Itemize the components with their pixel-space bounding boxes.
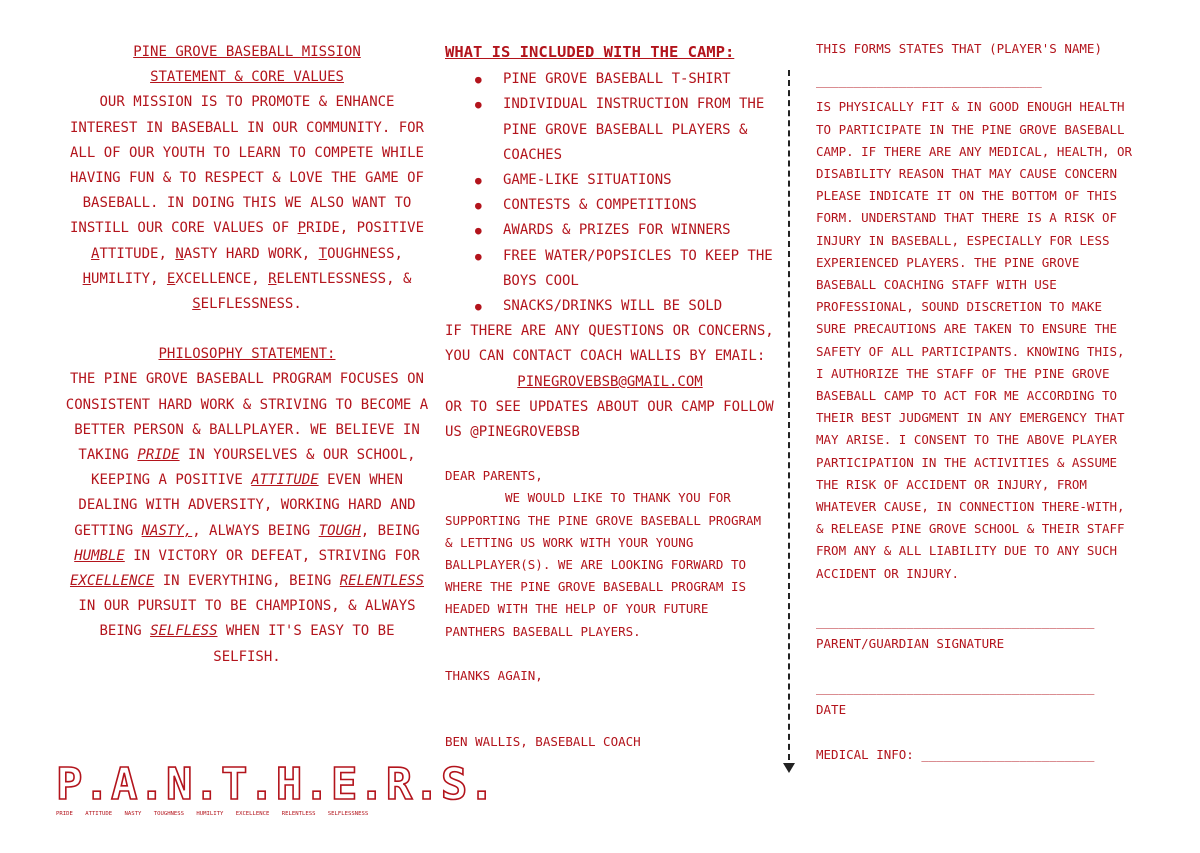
contact-text: IF THERE ARE ANY QUESTIONS OR CONCERNS, YOU CAN CONTACT COACH WALLIS BY EMAIL: bbox=[445, 323, 774, 365]
parent-letter bbox=[445, 465, 775, 753]
value-word: EXCELLENCE bbox=[69, 573, 155, 590]
signature-field[interactable]: _____________________________________ bbox=[816, 613, 1095, 629]
list-item: ● INDIVIDUAL INSTRUCTION FROM THE PINE GROVE BASEBALL PLAYERS & COACHES bbox=[445, 92, 775, 168]
mission-title-line1: PINE GROVE BASEBALL MISSION bbox=[133, 44, 361, 60]
mission-title-line2: STATEMENT & CORE VALUES bbox=[150, 69, 344, 86]
letter-closing: THANKS AGAIN, bbox=[445, 667, 543, 683]
letter-body: WE WOULD LIKE TO THANK YOU FOR SUPPORTING THE PINE GROVE BASEBALL PROGRAM & LETTING US WORK WITH YOUR YOUNG BALLPLAYER(S). WE ARE LOOKING FORWARD TO WHERE THE PINE GROVE BASEBALL PROGRAM IS HEADED WITH THE HELP OF YOUR FUTURE PANTHERS BASEBALL PLAYERS. bbox=[445, 490, 762, 639]
core-value: HUMILITY, bbox=[82, 270, 167, 287]
mission-body bbox=[62, 90, 432, 317]
logo-values-caption: PRIDE ATTITUDE NASTY TOUGHNESS HUMILITY EXCELLENCE RELENTLESS SELFLESSNESS bbox=[56, 811, 369, 817]
core-value: ATTITUDE, bbox=[91, 245, 176, 262]
value-word: RELENTLESS bbox=[339, 573, 425, 590]
list-item: ● GAME-LIKE SITUATIONS bbox=[445, 168, 775, 193]
core-value: NASTY HARD WORK, bbox=[175, 245, 319, 262]
letter-greeting: DEAR PARENTS, bbox=[445, 468, 543, 484]
form-body: IS PHYSICALLY FIT & IN GOOD ENOUGH HEALTH TO PARTICIPATE IN THE PINE GROVE BASEBALL CAMP. IF THERE ARE ANY MEDICAL, HEALTH, OR DISABILITY REASON THAT MAY CAUSE CONCERN PLEASE INDICATE IT ON THE BOTTOM OF THIS FORM. UNDERSTAND THAT THERE IS A RISK OF INJURY IN BASEBALL, ESPECIALLY FOR LESS EXPERIENCED PLAYERS. THE PINE GROVE BASEBALL COACHING STAFF WITH USE PROFESSIONAL, SOUND DISCRETION TO MAKE SURE PRECAUTIONS ARE TAKEN TO ENSURE THE SAFETY OF ALL PARTICIPANTS. KNOWING THIS, I AUTHORIZE THE STAFF OF THE PINE GROVE BASEBALL CAMP TO ACT FOR ME ACCORDING TO THEIR BEST JUDGMENT IN ANY EMERGENCY THAT MAY ARISE. I CONSENT TO THE ABOVE PLAYER PARTICIPATION IN THE ACTIVITIES & ASSUME THE RISK OF ACCIDENT OR INJURY, FROM WHATEVER CAUSE, IN CONNECTION THERE-WITH, & RELEASE PINE GROVE SCHOOL & THEIR STAFF FROM ANY & ALL LIABILITY DUE TO ANY SUCH ACCIDENT OR INJURY. bbox=[816, 99, 1133, 581]
camp-title: WHAT IS INCLUDED WITH THE CAMP: bbox=[445, 43, 735, 61]
core-value: RELENTLESSNESS, & bbox=[268, 270, 412, 287]
list-item: ● PINE GROVE BASEBALL T-SHIRT bbox=[445, 67, 775, 92]
medical-info-row bbox=[816, 744, 1136, 766]
mission-column bbox=[62, 40, 432, 670]
camp-items-list bbox=[445, 67, 775, 319]
tear-line-divider bbox=[788, 70, 790, 770]
contact-email-link[interactable]: PINEGROVEBSB@GMAIL.COM bbox=[517, 373, 703, 390]
value-word: ATTITUDE bbox=[251, 472, 319, 489]
philosophy-title: PHILOSOPHY STATEMENT: bbox=[158, 346, 336, 363]
mission-body-text: OUR MISSION IS TO PROMOTE & ENHANCE INTEREST IN BASEBALL IN OUR COMMUNITY. FOR ALL OF OUR YOUTH TO LEARN TO COMPETE WHILE HAVING FUN & TO RESPECT & LOVE THE GAME OF BASEBALL. IN DOING THIS WE ALSO WANT TO INSTILL OUR CORE VALUES OF bbox=[69, 94, 424, 237]
core-value: SELFLESSNESS. bbox=[192, 296, 302, 313]
medical-info-field[interactable]: _______________________ bbox=[921, 746, 1095, 762]
consent-form bbox=[816, 38, 1136, 766]
date-field[interactable]: _____________________________________ bbox=[816, 680, 1095, 696]
list-item: ● SNACKS/DRINKS WILL BE SOLD bbox=[445, 294, 775, 319]
value-word: PRIDE bbox=[137, 447, 180, 464]
value-word: HUMBLE bbox=[74, 547, 125, 564]
core-value: TOUGHNESS, bbox=[318, 245, 403, 262]
medical-info-label: MEDICAL INFO: bbox=[816, 746, 922, 762]
panthers-logo bbox=[56, 759, 496, 818]
list-item: ● AWARDS & PRIZES FOR WINNERS bbox=[445, 218, 775, 243]
form-intro: THIS FORMS STATES THAT (PLAYER'S NAME) bbox=[816, 41, 1102, 56]
core-value-initial: P bbox=[297, 220, 306, 237]
core-value: EXCELLENCE, bbox=[166, 270, 269, 287]
down-arrow-icon bbox=[783, 763, 795, 773]
value-word: SELFLESS bbox=[150, 623, 218, 640]
letter-signature: BEN WALLIS, BASEBALL COACH bbox=[445, 734, 641, 750]
core-value: POSITIVE bbox=[356, 220, 425, 237]
value-word: TOUGH bbox=[318, 522, 361, 539]
value-word: NASTY, bbox=[141, 522, 193, 539]
signature-label: PARENT/GUARDIAN SIGNATURE bbox=[816, 636, 1005, 652]
core-value: PRIDE, bbox=[297, 220, 357, 237]
date-label: DATE bbox=[816, 702, 847, 718]
philosophy-body: THE PINE GROVE BASEBALL PROGRAM FOCUSES ON CONSISTENT HARD WORK & STRIVING TO BECOME A BETTER PERSON & BALLPLAYER. WE BELIEVE IN TAKING PRIDE IN YOURSELVES & OUR SCHOOL, KEEPING A POSITIVE ATTITUDE EVEN WHEN DEALING WITH ADVERSITY, WORKING HARD AND GETTING NASTY,, ALWAYS BEING TOUGH, BEING HUMBLE IN VICTORY OR DEFEAT, STRIVING FOR EXCELLENCE IN EVERYTHING, BEING RELENTLESS IN OUR PURSUIT TO BE CHAMPIONS, & ALWAYS BEING SELFLESS WHEN IT'S EASY TO BE SELFISH. bbox=[65, 371, 429, 665]
player-name-field[interactable]: ______________________________ bbox=[816, 73, 1042, 89]
camp-column bbox=[445, 40, 775, 753]
list-item: ● FREE WATER/POPSICLES TO KEEP THE BOYS COOL bbox=[445, 244, 775, 294]
follow-text: OR TO SEE UPDATES ABOUT OUR CAMP FOLLOW US @PINEGROVEBSB bbox=[445, 398, 774, 441]
list-item: ● CONTESTS & COMPETITIONS bbox=[445, 193, 775, 218]
logo-wordmark: P.A.N.T.H.E.R.S. bbox=[56, 759, 496, 810]
